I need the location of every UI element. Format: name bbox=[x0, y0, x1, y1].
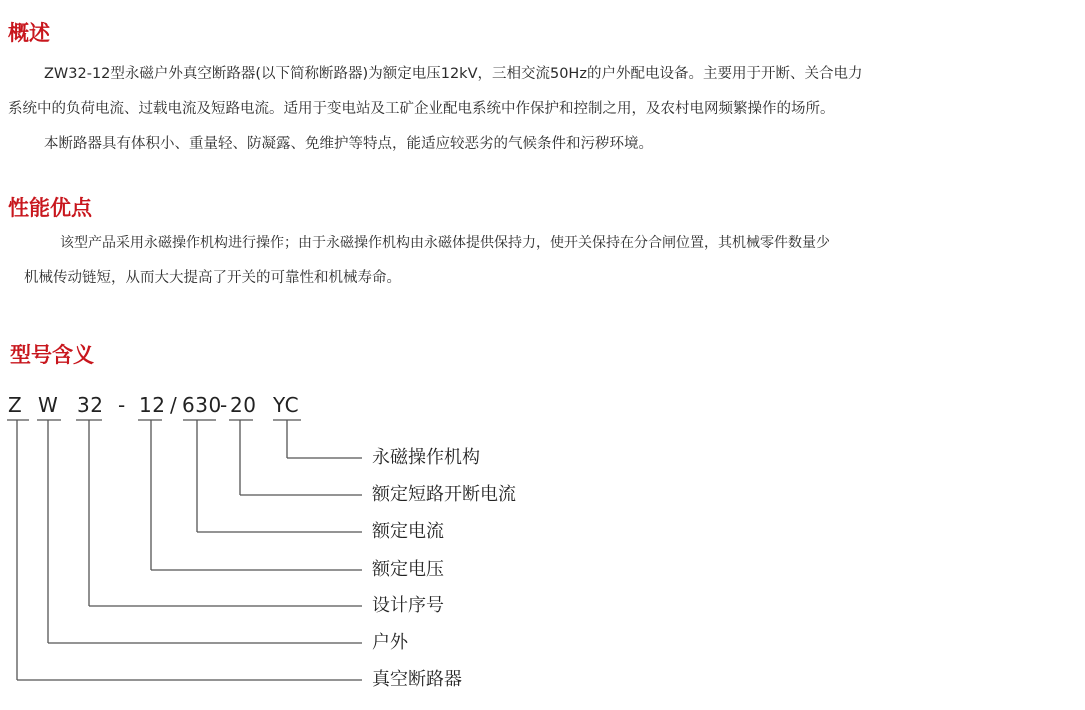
label-outdoor: 户外 bbox=[372, 632, 408, 653]
label-rated-voltage: 额定电压 bbox=[372, 559, 444, 580]
advantages-line-1: 该型产品采用永磁操作机构进行操作；由于永磁操作机构由永磁体提供保持力，使开关保持在分合闸位置，其机械零件数量少 bbox=[60, 235, 830, 251]
code-part-current: 630 bbox=[182, 393, 222, 417]
advantages-line-2: 机械传动链短，从而大大提高了开关的可靠性和机械寿命。 bbox=[24, 270, 401, 286]
code-part-dash: - bbox=[118, 393, 126, 417]
section-title-model: 型号含义 bbox=[10, 343, 94, 367]
code-part-mechanism: YC bbox=[273, 393, 300, 417]
label-mechanism: 永磁操作机构 bbox=[372, 447, 480, 468]
overview-line-2: 系统中的负荷电流、过载电流及短路电流。适用于变电站及工矿企业配电系统中作保护和控制之用，及农村电网频繁操作的场所。 bbox=[8, 101, 835, 117]
section-title-overview: 概述 bbox=[8, 21, 50, 45]
label-vacuum-breaker: 真空断路器 bbox=[372, 669, 462, 690]
code-part-z: Z bbox=[8, 393, 23, 417]
code-part-dash-2: - bbox=[220, 393, 228, 417]
label-design-serial: 设计序号 bbox=[372, 595, 444, 616]
code-part-w: W bbox=[38, 393, 59, 417]
label-rated-current: 额定电流 bbox=[372, 521, 444, 542]
code-part-breaking: 20 bbox=[230, 393, 257, 417]
overview-line-3: 本断路器具有体积小、重量轻、防凝露、免维护等特点，能适应较恶劣的气候条件和污秽环境。 bbox=[44, 136, 653, 152]
code-part-slash: / bbox=[170, 393, 178, 417]
label-breaking-current: 额定短路开断电流 bbox=[372, 484, 516, 505]
code-part-voltage: 12 bbox=[139, 393, 166, 417]
overview-line-1: ZW32-12型永磁户外真空断路器(以下简称断路器)为额定电压12kV，三相交流50Hz的户外配电设备。主要用于开断、关合电力 bbox=[44, 66, 863, 82]
section-title-advantages: 性能优点 bbox=[8, 196, 92, 220]
code-part-series: 32 bbox=[77, 393, 104, 417]
